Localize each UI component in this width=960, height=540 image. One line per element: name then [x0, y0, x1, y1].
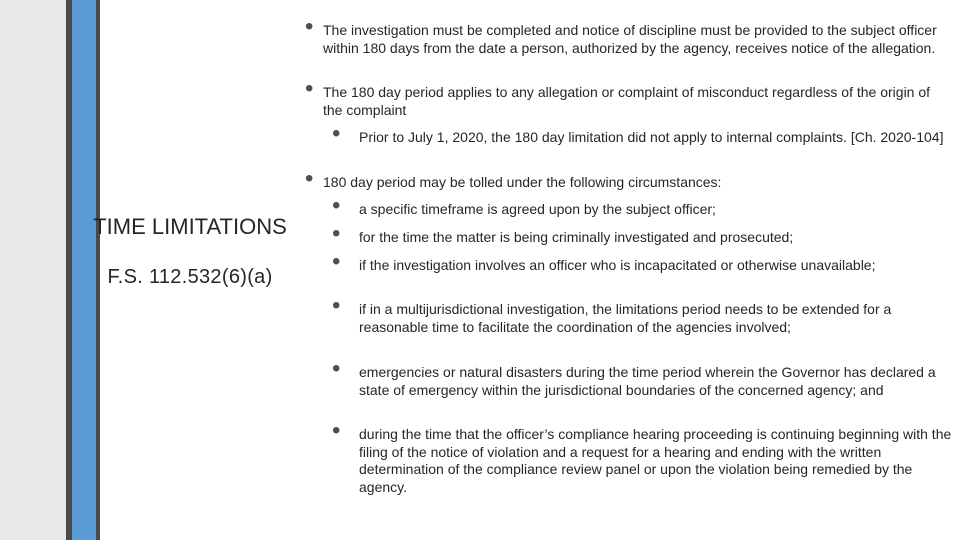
list-item: [332, 192, 955, 219]
bullet-text: during the time that the officer’s compliance hearing proceeding is continuing beginning with the filing of the notice of violation and a request for a hearing and ending with the written determination of the compliance review panel or upon the violation being remedied by the agency.: [359, 426, 952, 495]
list-item: [332, 120, 955, 147]
bullet-icon: •: [332, 192, 341, 219]
list-item: [332, 292, 955, 336]
bullet-text: for the time the matter is being criminally investigated and prosecuted;: [359, 229, 794, 245]
bullet-text: The 180 day period applies to any allegation or complaint of misconduct regardless of the origin of the complaint: [323, 84, 931, 118]
list-item: [305, 13, 953, 57]
bullet-text: Prior to July 1, 2020, the 180 day limitation did not apply to internal complaints. [Ch. 2020-104]: [359, 129, 944, 145]
bullet-icon: •: [332, 292, 341, 319]
bullet-icon: •: [332, 248, 341, 275]
bullet-icon: •: [305, 13, 314, 40]
list-item: [305, 75, 953, 119]
bullet-text: if in a multijurisdictional investigation, the limitations period needs to be extended for a reasonable time to facilitate the coordination of the agencies involved;: [359, 301, 892, 335]
list-item: [332, 355, 955, 399]
slide-title: TIME LIMITATIONS: [93, 214, 287, 239]
bullet-list: [300, 0, 960, 540]
bullet-icon: •: [305, 75, 314, 102]
bullet-text: The investigation must be completed and notice of discipline must be provided to the subject officer within 180 days from the date a person, authorized by the agency, receives notice of the allegation.: [323, 22, 937, 56]
bullet-text: emergencies or natural disasters during the time period wherein the Governor has declared a state of emergency within the jurisdictional boundaries of the concerned agency; and: [359, 364, 936, 398]
list-item: [332, 220, 955, 247]
bullet-icon: •: [332, 355, 341, 382]
list-item: [332, 417, 955, 496]
bullet-text: if the investigation involves an officer who is incapacitated or otherwise unavailable;: [359, 257, 876, 273]
title-block: [72, 212, 308, 292]
statute-reference: F.S. 112.532(6)(a): [107, 266, 273, 288]
bullet-icon: •: [332, 220, 341, 247]
list-item: [305, 165, 953, 192]
bullet-text: 180 day period may be tolled under the following circumstances:: [323, 174, 722, 190]
list-item: [332, 248, 955, 275]
bullet-icon: •: [332, 417, 341, 444]
bullet-icon: •: [332, 120, 341, 147]
bullet-text: a specific timeframe is agreed upon by the subject officer;: [359, 201, 716, 217]
bullet-icon: •: [305, 165, 314, 192]
